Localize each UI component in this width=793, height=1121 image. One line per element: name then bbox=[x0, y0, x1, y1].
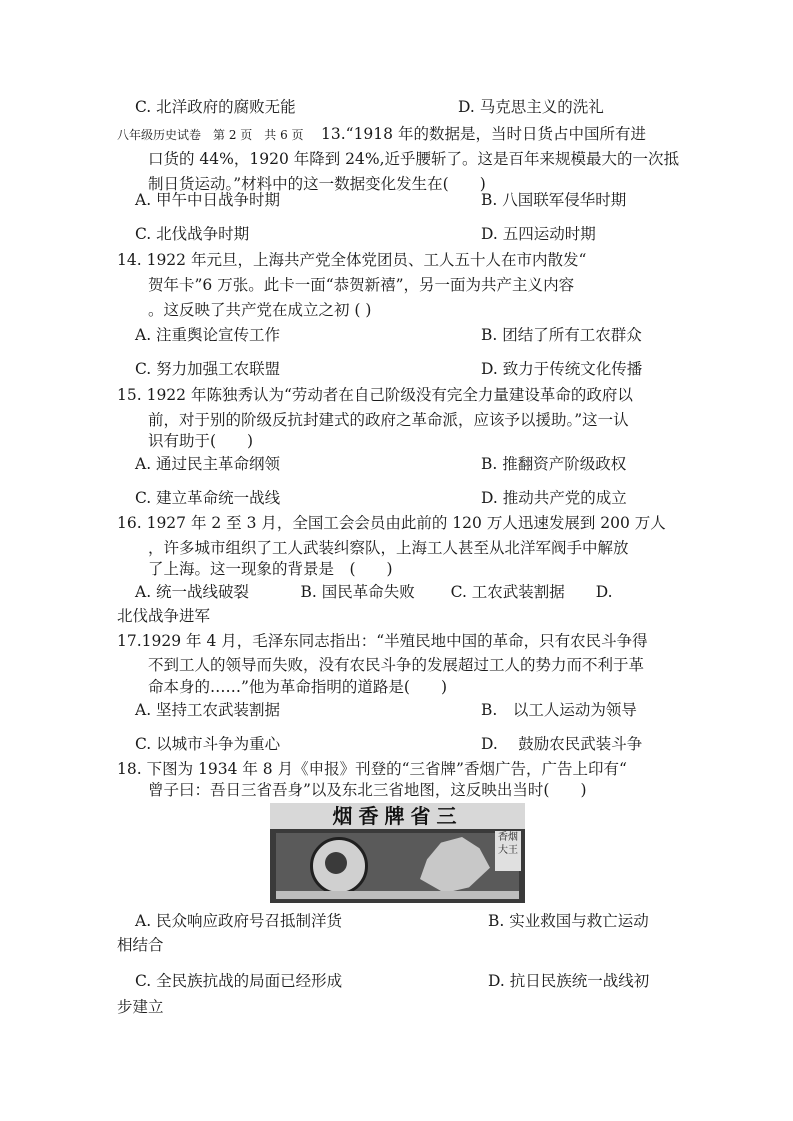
ad-headline: 烟香牌省三 bbox=[270, 803, 525, 829]
q15-option-a: A. 通过民主革命纲领 bbox=[135, 455, 281, 473]
q18-option-d: D. 抗日民族统一战线初 bbox=[488, 972, 650, 990]
q16-stem-line3: 了上海。这一现象的背景是 ( ) bbox=[148, 560, 393, 578]
q15-stem-line3: 识有助于( ) bbox=[148, 432, 254, 450]
q14-stem-line2: 贺年卡”6 万张。此卡一面“恭贺新禧”，另一面为共产主义内容 bbox=[148, 276, 575, 294]
page-header: 八年级历史试卷 第 2 页 共 6 页 bbox=[117, 128, 304, 142]
cigarette-ad-image bbox=[270, 803, 525, 903]
q13-stem-line1: 13.“1918 年的数据是，当时日货占中国所有进 bbox=[321, 125, 646, 143]
q16-stem-line1: 16. 1927 年 2 至 3 月，全国工会会员由此前的 120 万人迅速发展到 200 万人 bbox=[117, 514, 666, 532]
q13-stem-line2: 口货的 44%，1920 年降到 24%,近乎腰斩了。这是百年来规模最大的一次抵 bbox=[148, 150, 680, 168]
q18-stem-line2: 曾子曰：吾日三省吾身”以及东北三省地图，这反映出当时( ) bbox=[148, 781, 587, 799]
q17-option-b: B. 以工人运动为领导 bbox=[481, 701, 637, 719]
q15-option-b: B. 推翻资产阶级政权 bbox=[481, 455, 627, 473]
q13-option-d: D. 五四运动时期 bbox=[481, 225, 596, 243]
q18-stem-line1: 18. 下图为 1934 年 8 月《申报》刊登的“三省牌”香烟广告，广告上印有“ bbox=[117, 760, 627, 778]
cigarette-pack-icon bbox=[310, 837, 368, 895]
q14-option-b: B. 团结了所有工农群众 bbox=[481, 326, 642, 344]
q13-option-b: B. 八国联军侵华时期 bbox=[481, 191, 627, 209]
q18-option-b: B. 实业救国与救亡运动 bbox=[488, 912, 649, 930]
ad-bottom-strip bbox=[276, 891, 519, 899]
q15-stem-line2: 前，对于别的阶级反抗封建式的政府之革命派，应该予以援助。”这一认 bbox=[148, 411, 629, 429]
q17-stem-line3: 命本身的……”他为革命指明的道路是( ) bbox=[148, 678, 448, 696]
q13-option-c: C. 北伐战争时期 bbox=[135, 225, 250, 243]
q18-option-b-cont: 相结合 bbox=[117, 936, 164, 954]
q17-option-d: D. 鼓励农民武装斗争 bbox=[481, 735, 643, 753]
q17-stem-line2: 不到工人的领导而失败，没有农民斗争的发展超过工人的势力而不利于革 bbox=[148, 656, 645, 674]
q12-option-c: C. 北洋政府的腐败无能 bbox=[135, 98, 296, 116]
q18-option-a: A. 民众响应政府号召抵制洋货 bbox=[135, 912, 343, 930]
q16-option-d-cont: 北伐战争进军 bbox=[117, 607, 211, 625]
q13-stem-line3: 制日货运动。”材料中的这一数据变化发生在( ) bbox=[148, 175, 486, 193]
q17-option-a: A. 坚持工农武装割据 bbox=[135, 701, 281, 719]
q14-stem-line1: 14. 1922 年元旦，上海共产党全体党团员、工人五十人在市内散发“ bbox=[117, 251, 587, 269]
q15-stem-line1: 15. 1922 年陈独秀认为“劳动者在自己阶级没有完全力量建设革命的政府以 bbox=[117, 386, 633, 404]
q15-option-c: C. 建立革命统一战线 bbox=[135, 489, 281, 507]
q18-option-c: C. 全民族抗战的局面已经形成 bbox=[135, 972, 343, 990]
q18-option-d-cont: 步建立 bbox=[117, 998, 164, 1016]
q14-option-a: A. 注重舆论宣传工作 bbox=[135, 326, 281, 344]
q14-option-c: C. 努力加强工农联盟 bbox=[135, 360, 281, 378]
q16-stem-line2: ，许多城市组织了工人武装纠察队，上海工人甚至从北洋军阀手中解放 bbox=[148, 539, 629, 557]
q14-option-d: D. 致力于传统文化传播 bbox=[481, 360, 643, 378]
q14-stem-line3: 。这反映了共产党在成立之初 ( ) bbox=[148, 301, 372, 319]
q12-option-d: D. 马克思主义的洗礼 bbox=[458, 98, 604, 116]
q15-option-d: D. 推动共产党的成立 bbox=[481, 489, 627, 507]
q17-option-c: C. 以城市斗争为重心 bbox=[135, 735, 281, 753]
q16-options: A. 统一战线破裂 B. 国民革命失败 C. 工农武装割据 D. bbox=[135, 583, 613, 601]
ad-side-text: 香烟大王 bbox=[495, 831, 521, 871]
q13-option-a: A. 甲午中日战争时期 bbox=[135, 191, 281, 209]
q17-stem-line1: 17.1929 年 4 月，毛泽东同志指出：“半殖民地中国的革命，只有农民斗争得 bbox=[117, 632, 648, 650]
